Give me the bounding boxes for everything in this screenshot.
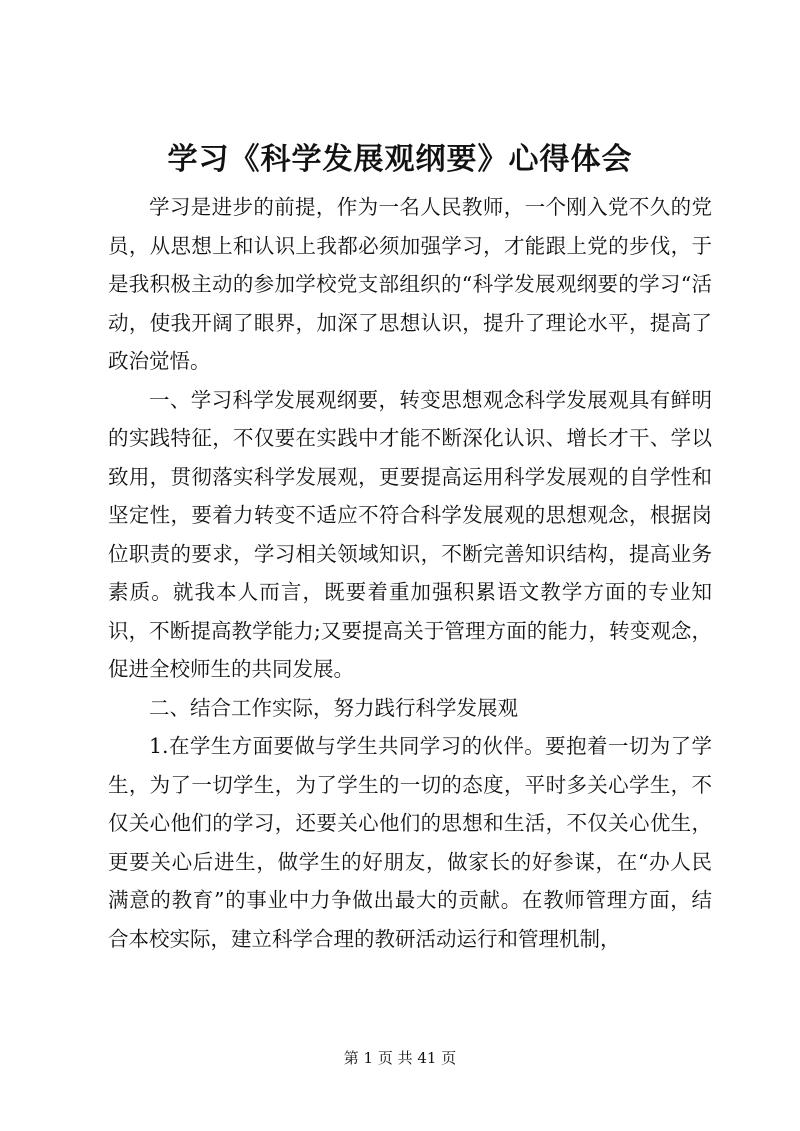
paragraph-section-two-heading: 二、结合工作实际，努力践行科学发展观 (149, 695, 518, 720)
document-body (108, 188, 712, 958)
paragraph-section-one: 一、学习科学发展观纲要，转变思想观念科学发展观具有鲜明的实践特征，不仅要在实践中才能不断深化认识、增长才干、学以致用，贯彻落实科学发展观，更要提高运用科学发展观的自学性和坚定性，要着力转变不适应不符合科学发展观的思想观念，根据岗位职责的要求，学习相关领域知识，不断完善知识结构，提高业务素质。就我本人而言，既要着重加强积累语文教学方面的专业知识，不断提高教学能力;又要提高关于管理方面的能力，转变观念，促进全校师生的共同发展。 (108, 387, 712, 681)
paragraph-intro: 学习是进步的前提，作为一名人民教师，一个刚入党不久的党员，从思想上和认识上我都必须加强学习，才能跟上党的步伐，于是我积极主动的参加学校党支部组织的“科学发展观纲要的学习“活动，使我开阔了眼界，加深了思想认识，提升了理论水平，提高了政治觉悟。 (108, 195, 712, 373)
document-title: 学习《科学发展观纲要》心得体会 (167, 142, 633, 177)
page-footer: 第 1 页 共 41 页 (343, 1049, 457, 1067)
paragraph-item-one: 1.在学生方面要做与学生共同学习的伙伴。要抱着一切为了学生，为了一切学生，为了学生的一切的态度，平时多关心学生，不仅关心他们的学习，还要关心他们的思想和生活，不仅关心优生，更要关心后进生，做学生的好朋友，做家长的好参谋，在“办人民满意的教育”的事业中力争做出最大的贡献。在教师管理方面，结合本校实际，建立科学合理的教研活动运行和管理机制， (108, 734, 712, 951)
